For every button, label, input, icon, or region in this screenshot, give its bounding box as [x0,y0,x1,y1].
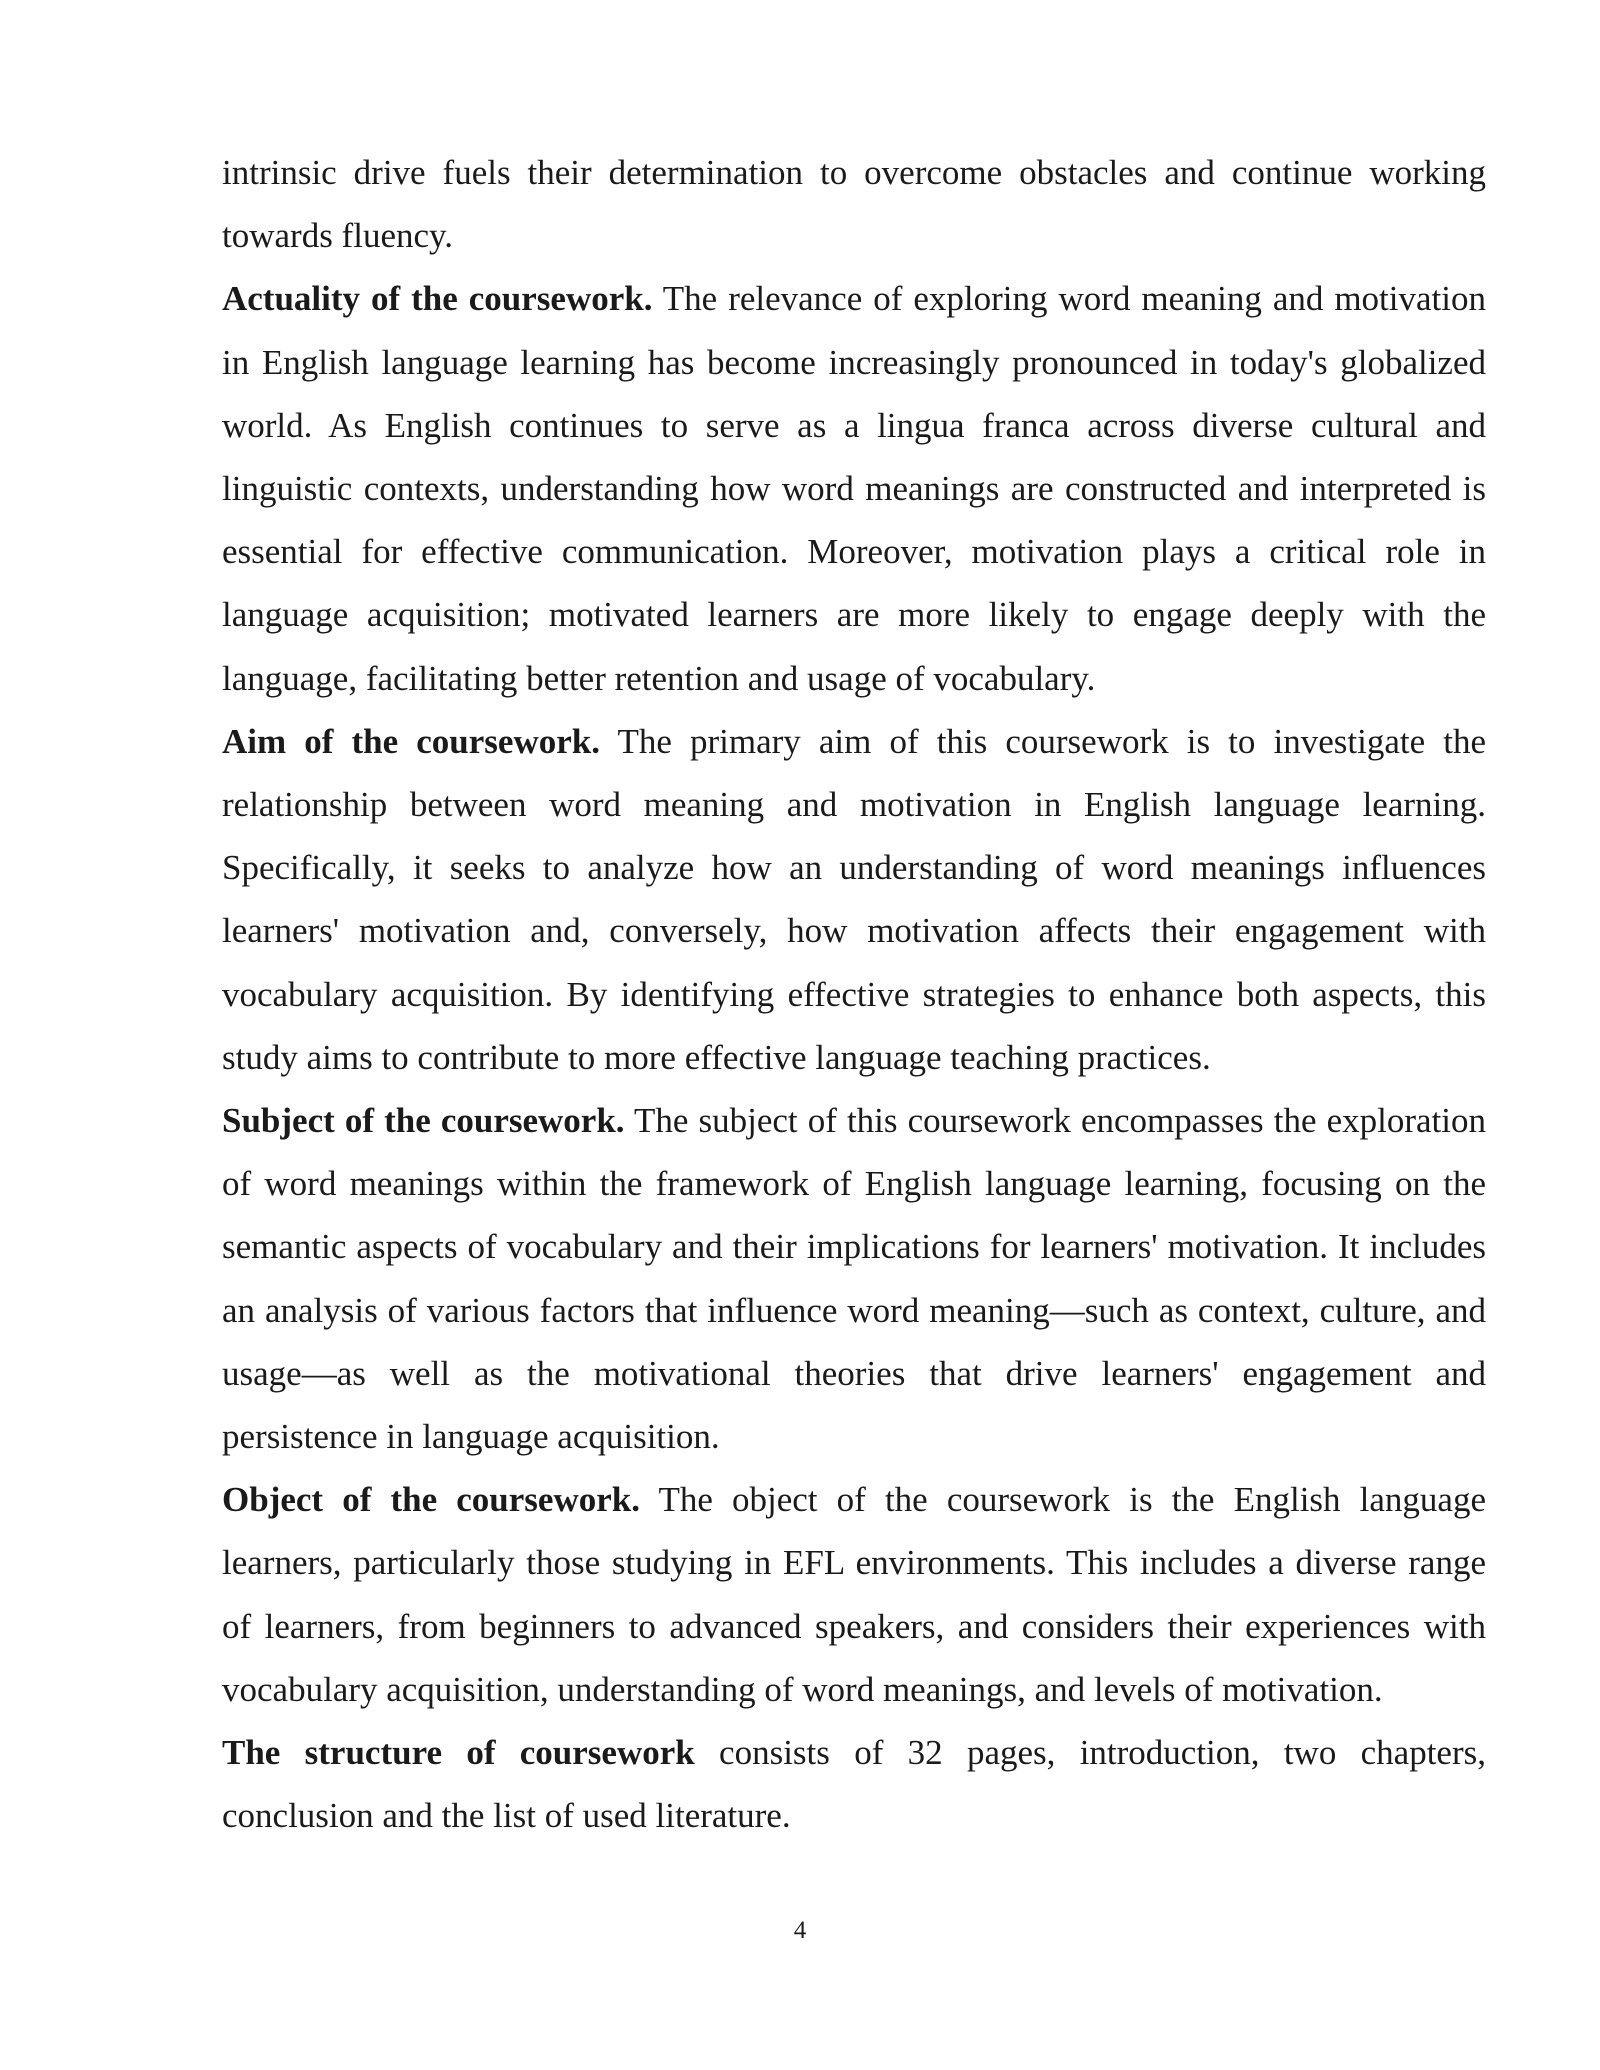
page-number: 4 [793,1917,807,1944]
paragraph-text: consists of 32 pages, introduction, two chapters, conclusion and the list of used literature. [222,1733,1486,1836]
paragraph-subject [222,1089,1486,1468]
paragraph-lead: The structure of coursework [222,1733,695,1773]
paragraph-lead: Object of the coursework. [222,1480,640,1520]
paragraph-actuality [222,267,1486,709]
paragraph-aim [222,710,1486,1089]
paragraph-lead: Actuality of the coursework. [222,279,653,319]
paragraph-lead: Subject of the coursework. [222,1101,625,1141]
paragraph-structure [222,1721,1486,1847]
body-text [222,141,1486,1847]
paragraph-continuation [222,141,1486,267]
paragraph-text: intrinsic drive fuels their determination to overcome obstacles and continue working towards fluency. [222,153,1486,256]
paragraph-text: The primary aim of this coursework is to investigate the relationship between word meaning and motivation in English language learning. Specifically, it seeks to analyze how an understanding of word meanings influences learners' motivation and, conversely, how motivation affects their engagement with vocabulary acquisition. By identifying effective strategies to enhance both aspects, this study aims to contribute to more effective language teaching practices. [222,721,1486,1077]
paragraph-lead: Aim of the coursework. [222,721,600,761]
paragraph-object [222,1468,1486,1721]
paragraph-text: The object of the coursework is the English language learners, particularly those studying in EFL environments. This includes a diverse range of learners, from beginners to advanced speakers, and considers their experiences with vocabulary acquisition, understanding of word meanings, and levels of motivation. [222,1480,1486,1709]
paragraph-text: The relevance of exploring word meaning and motivation in English language learning has become increasingly pronounced in today's globalized world. As English continues to serve as a lingua franca across diverse cultural and linguistic contexts, understanding how word meanings are constructed and interpreted is essential for effective communication. Moreover, motivation plays a critical role in language acquisition; motivated learners are more likely to engage deeply with the language, facilitating better retention and usage of vocabulary. [222,279,1486,698]
paragraph-text: The subject of this coursework encompasses the exploration of word meanings within the framework of English language learning, focusing on the semantic aspects of vocabulary and their implications for learners' motivation. It includes an analysis of various factors that influence word meaning—such as context, culture, and usage—as well as the motivational theories that drive learners' engagement and persistence in language acquisition. [222,1101,1486,1457]
